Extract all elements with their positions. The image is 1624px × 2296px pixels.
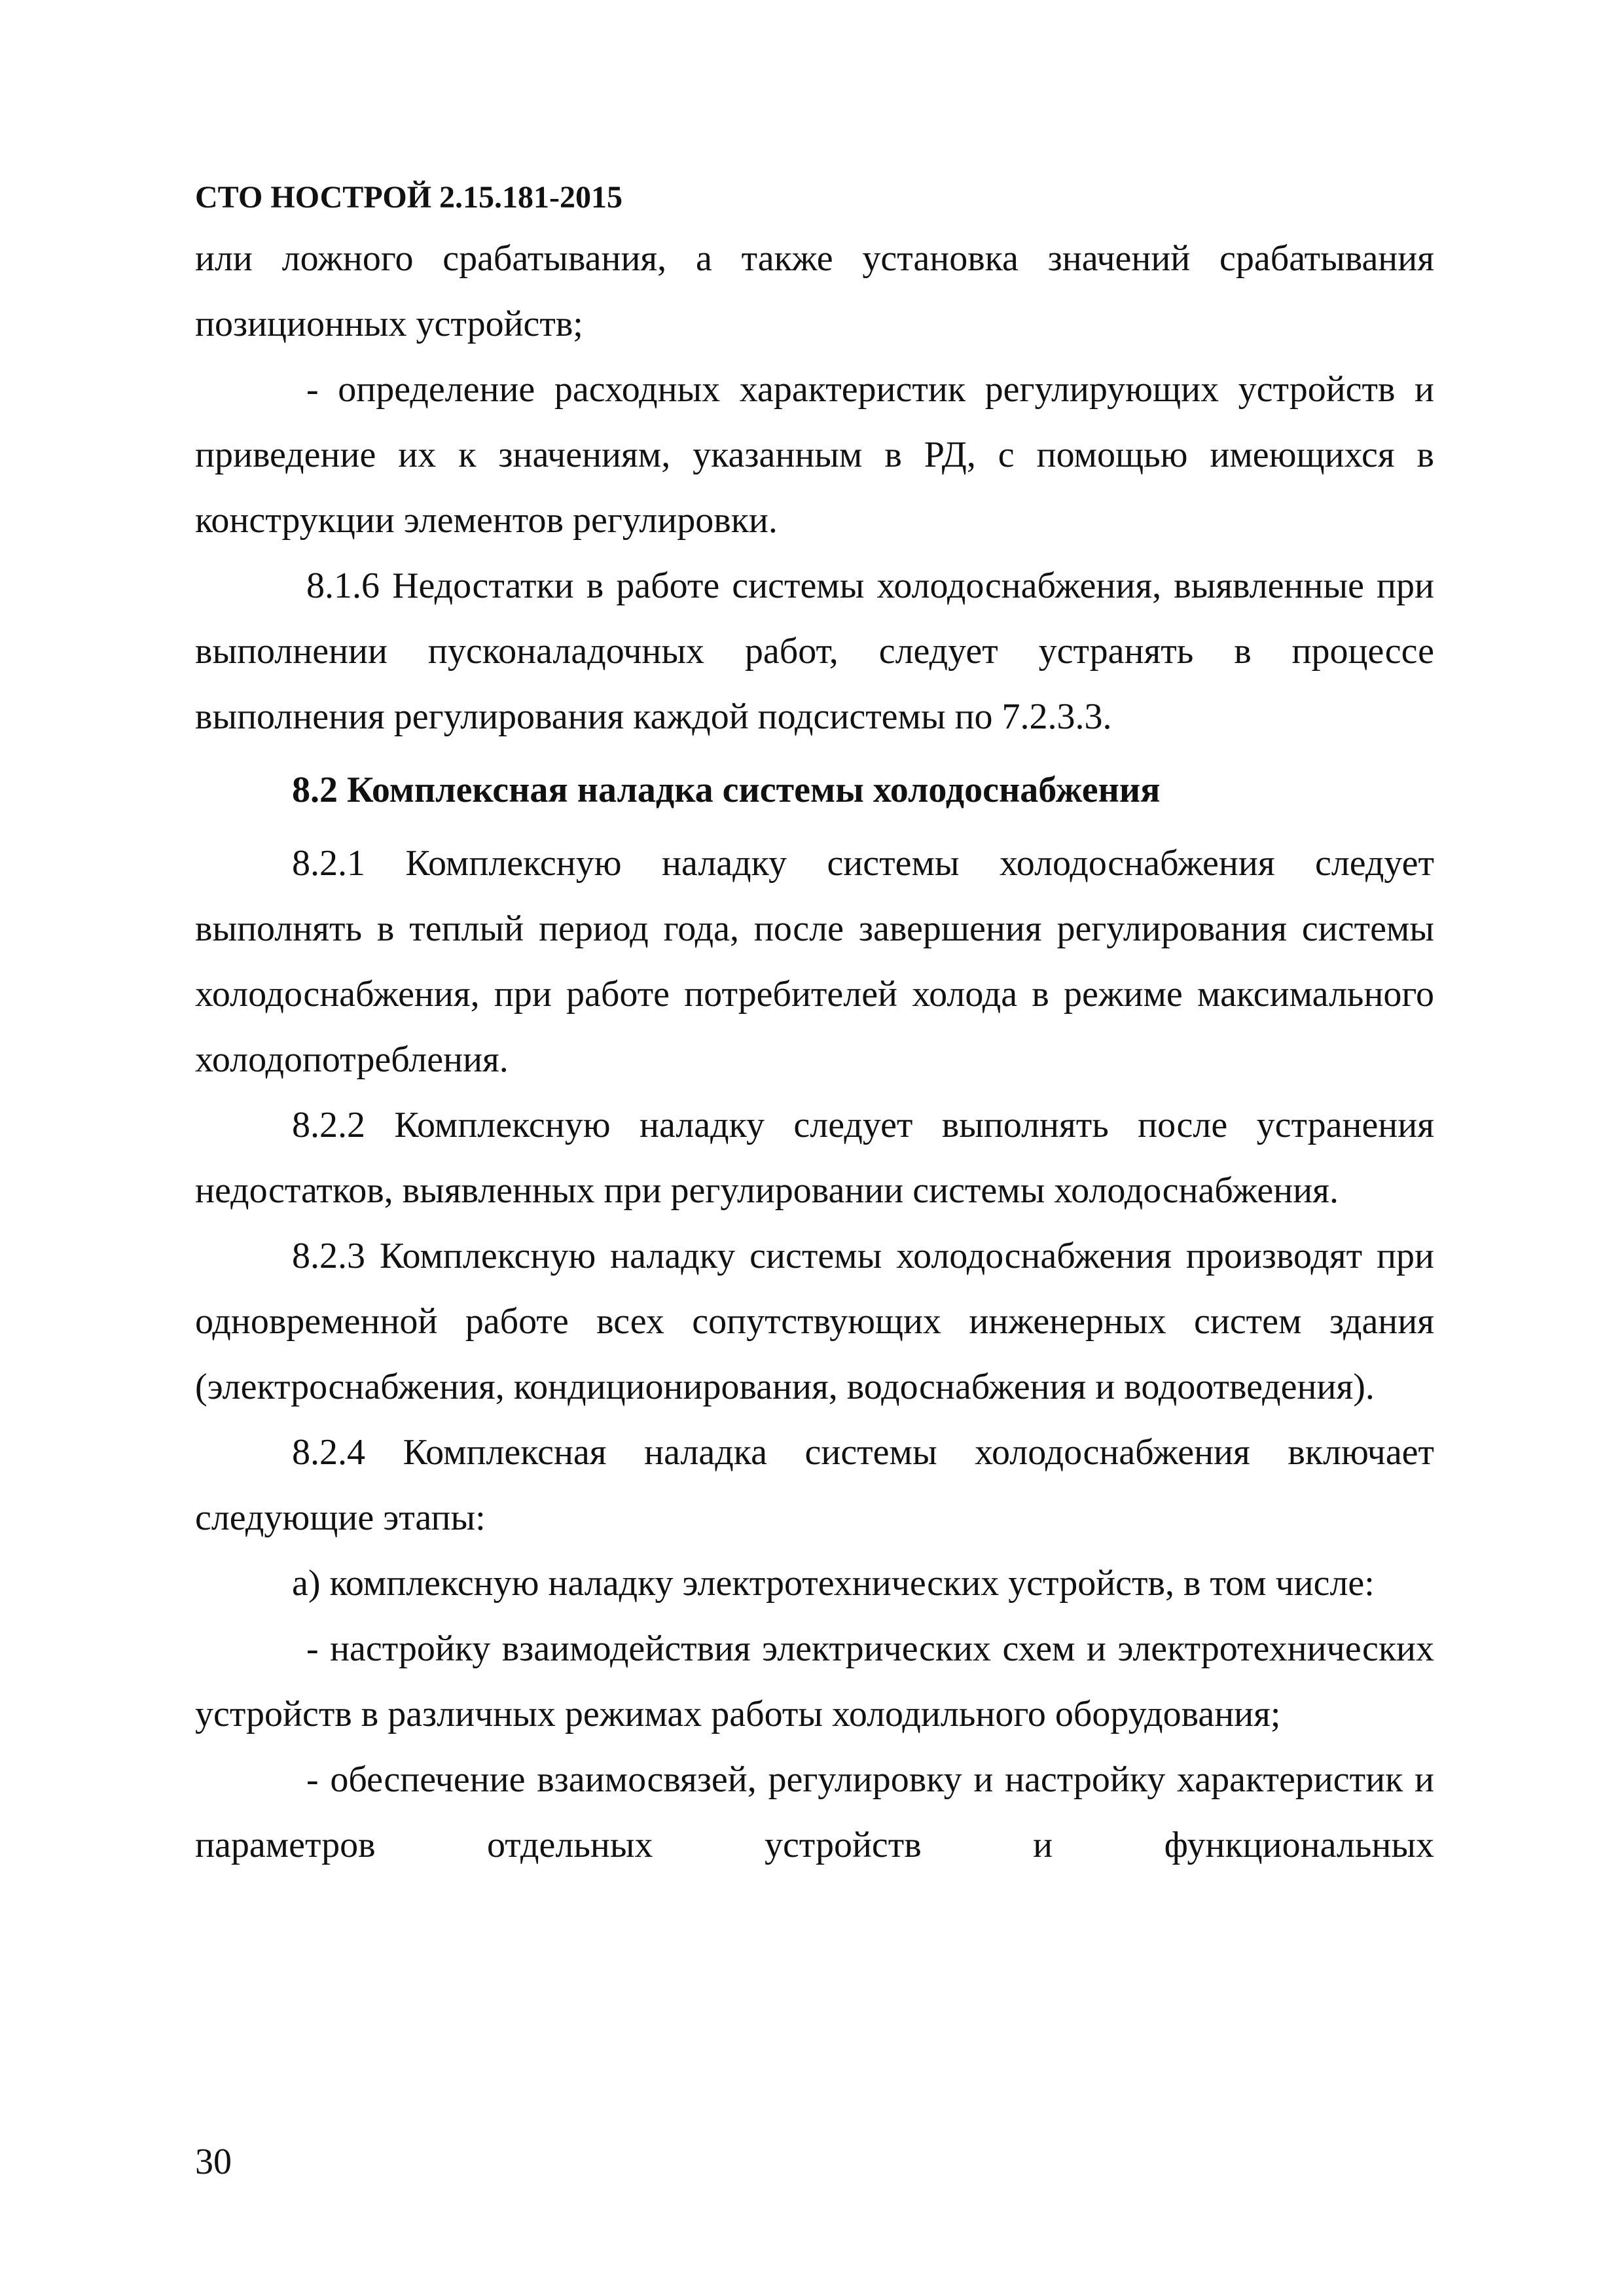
paragraph-list-item: - определение расходных характеристик регулирующих устройств и приведение их к значениям, указанным в РД, с помощью имеющихся в конструкции элементов регулировки.	[195, 369, 1434, 541]
paragraph-clause-8-2-2: 8.2.2 Комплексную наладку следует выполнять после устранения недостатков, выявленных при регулировании системы холодоснабжения.	[195, 1105, 1434, 1211]
page-number: 30	[195, 2142, 232, 2182]
document-code-header: СТО НОСТРОЙ 2.15.181-2015	[195, 180, 623, 215]
paragraph-list-item: - настройку взаимодействия электрических схем и электротехнических устройств в различных режимах работы холодильного оборудования;	[195, 1628, 1434, 1734]
paragraph-item-a: а) комплексную наладку электротехнических устройств, в том числе:	[292, 1563, 1375, 1604]
paragraph-continuation: или ложного срабатывания, а также установка значений срабатывания позиционных устройств;	[195, 238, 1434, 344]
paragraph-clause-8-2-4: 8.2.4 Комплексная наладка системы холодоснабжения включает следующие этапы:	[195, 1432, 1434, 1538]
paragraph-clause-8-2-3: 8.2.3 Комплексную наладку системы холодоснабжения производят при одновременной работе всех сопутствующих инженерных систем здания (электроснабжения, кондиционирования, водоснабжения и водоотведения).	[195, 1236, 1434, 1407]
paragraph-list-item: - обеспечение взаимосвязей, регулировку и настройку характеристик и параметров отдельных устройств и функциональных	[195, 1759, 1434, 1865]
paragraph-clause-8-1-6: 8.1.6 Недостатки в работе системы холодоснабжения, выявленные при выполнении пусконаладочных работ, следует устранять в процессе выполнения регулирования каждой подсистемы по 7.2.3.3.	[195, 565, 1434, 737]
document-body	[195, 226, 1434, 1878]
section-heading-8-2: 8.2 Комплексная наладка системы холодоснабжения	[292, 770, 1161, 810]
paragraph-clause-8-2-1: 8.2.1 Комплексную наладку системы холодоснабжения следует выполнять в теплый период года, после завершения регулирования системы холодоснабжения, при работе потребителей холода в режиме максимального холодопотребления.	[195, 843, 1434, 1080]
